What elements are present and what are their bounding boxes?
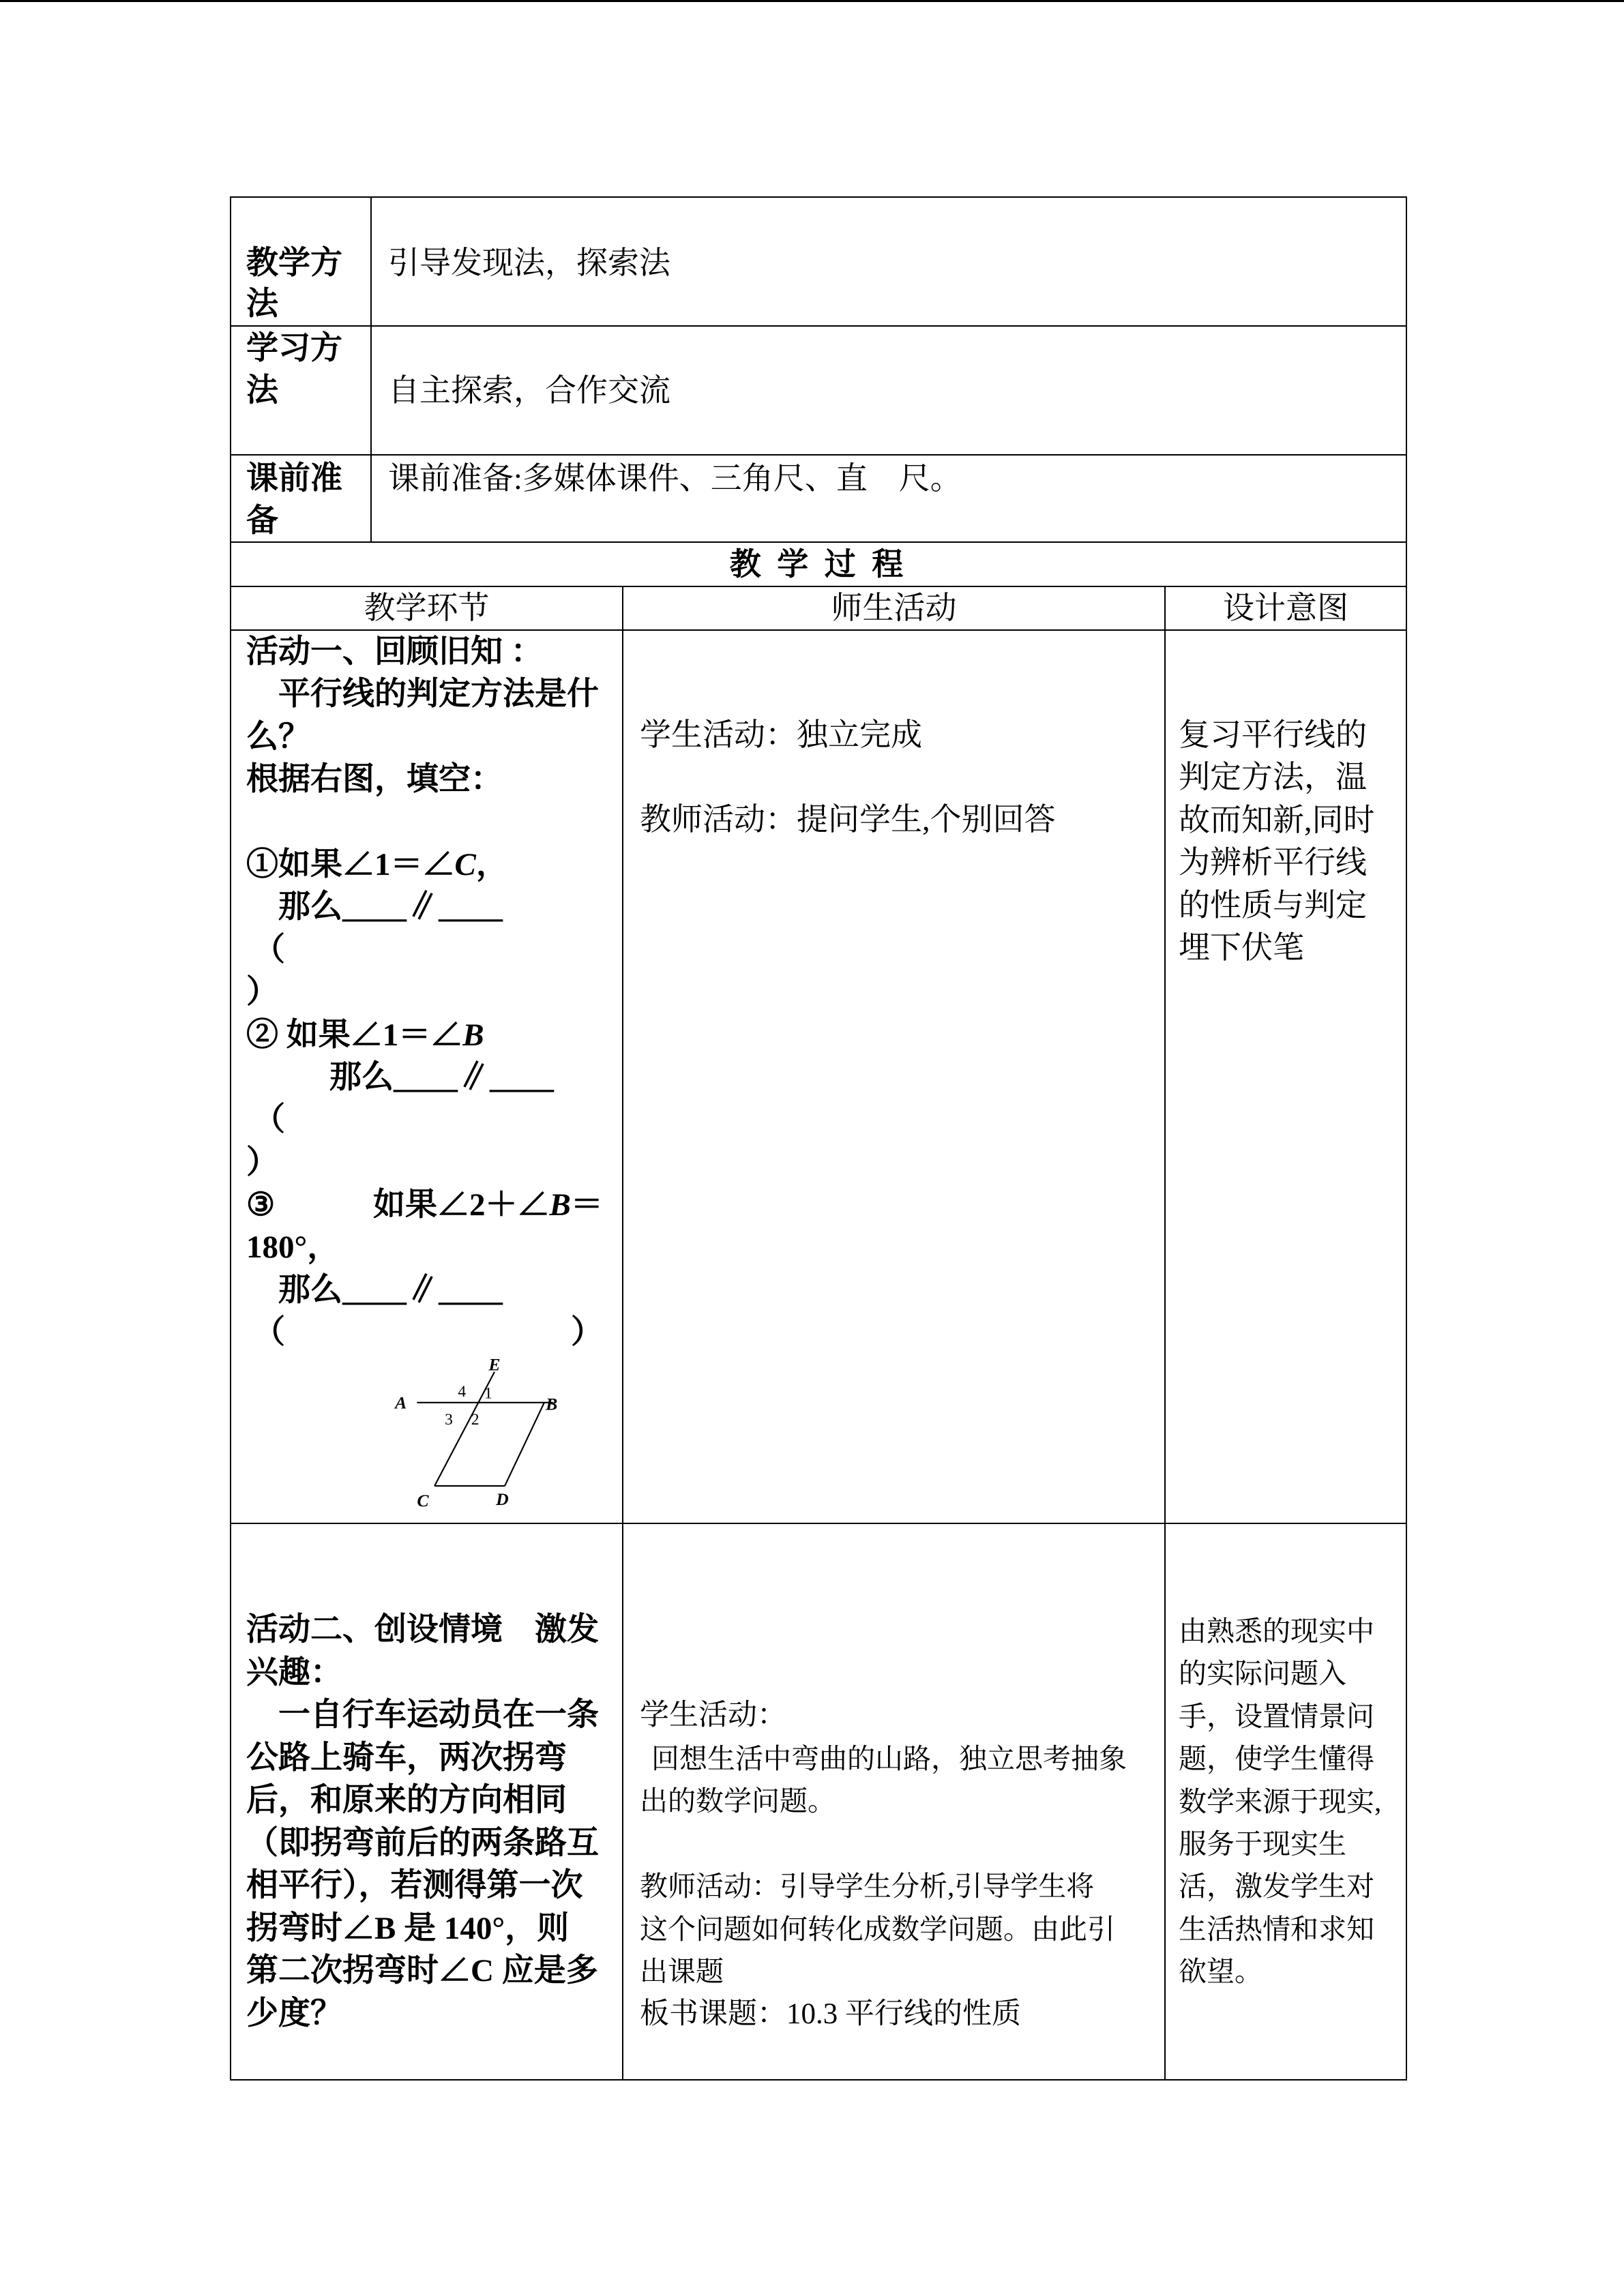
point-c-label: C	[417, 1491, 429, 1511]
question-line: 么？	[246, 719, 310, 755]
reason-open: （	[253, 931, 285, 968]
teacher-activity-line: 出课题	[640, 1956, 724, 1987]
process-title: 教 学 过 程	[729, 547, 908, 582]
angle-4-label: 4	[458, 1383, 467, 1401]
problem-line: 后，和原来的方向相同	[246, 1783, 567, 1818]
fill-item-2	[246, 1014, 599, 1056]
intent-line: 埋下伏笔	[1179, 929, 1304, 965]
item-text: ，	[475, 846, 508, 882]
problem-line: （即拐弯前后的两条路互	[246, 1825, 599, 1861]
item-variable: B	[549, 1187, 571, 1223]
teaching-method-label	[246, 243, 342, 325]
point-a-label: A	[395, 1392, 407, 1413]
problem-line: 少度？	[246, 1995, 342, 2031]
item-variable: B	[462, 1017, 484, 1053]
intent-line: 欲望。	[1179, 1956, 1263, 1988]
activity2-title-cont: 兴趣：	[246, 1654, 342, 1690]
item-number: ③	[246, 1187, 276, 1223]
lesson-plan-table	[230, 196, 1407, 2081]
question-line: 平行线的判定方法是什	[278, 676, 599, 713]
header-activities-cell	[622, 586, 1164, 629]
intent-line: 题，使学生懂得	[1179, 1743, 1374, 1775]
activity1-stage-cell	[230, 629, 622, 1523]
label-line: 备	[246, 503, 278, 539]
board-title: 板书课题：10.3 平行线的性质	[640, 1997, 1021, 2030]
activity2-stage-cell	[230, 1523, 622, 2079]
label-line: 学习方	[246, 331, 342, 366]
activity1-title: 活动一、回顾旧知 ：	[246, 634, 543, 670]
intent-line: 服务于现实生	[1179, 1828, 1346, 1860]
preparation-value-cell	[370, 454, 1406, 541]
item-text: ② 如果∠1＝∠	[246, 1017, 463, 1053]
learning-method-label	[246, 327, 342, 412]
angle-3-label: 3	[445, 1410, 453, 1429]
fill-item-2-answer: 那么____∥____	[329, 1059, 554, 1095]
item-text: ＝	[570, 1187, 603, 1223]
process-title-cell	[230, 541, 1406, 586]
intent-line: 复习平行线的	[1179, 717, 1367, 752]
reason-close: ）	[246, 974, 278, 1011]
angle-1-label: 1	[484, 1384, 492, 1403]
header-stage: 教学环节	[364, 591, 490, 625]
reason-open: （	[253, 1315, 285, 1351]
teaching-method-label-cell	[230, 196, 370, 325]
blank-line	[640, 1823, 1127, 1866]
preparation-label-cell	[230, 454, 370, 541]
intent-line: 为辨析平行线	[1179, 845, 1367, 880]
item-text: ①如果∠1＝∠	[246, 846, 455, 882]
intent-line: 的实际问题入	[1179, 1658, 1346, 1690]
student-activity-line: 出的数学问题。	[640, 1785, 836, 1817]
teaching-method-value	[388, 243, 670, 284]
activity1-activities-cell	[622, 629, 1164, 1523]
intent-line: 判定方法，温	[1179, 760, 1367, 795]
intent-line: 故而知新,同时	[1179, 802, 1375, 837]
value-line: 课前准备:多媒体课件、三角尺、直 尺。	[388, 461, 962, 496]
instruction: 根据右图，填空：	[246, 762, 503, 798]
reason-close: ）	[246, 1144, 278, 1180]
preparation-label	[246, 458, 342, 542]
header-activities: 师生活动	[831, 591, 957, 625]
teacher-activity-line: 教师活动：引导学生分析,引导学生将	[640, 1870, 1095, 1902]
teacher-activity: 教师活动：提问学生,个别回答	[640, 802, 1056, 837]
activity1-intent-cell	[1164, 629, 1406, 1523]
activity2-activities-text	[640, 1695, 1127, 2036]
line-db	[505, 1403, 544, 1486]
intent-line: 数学来源于现实,	[1179, 1785, 1382, 1817]
problem-line: 第二次拐弯时∠C 应是多	[246, 1953, 598, 1988]
activity2-intent-cell	[1164, 1523, 1406, 2079]
label-line: 教学方	[246, 245, 342, 281]
activity1-activities-text	[640, 714, 1056, 841]
blank-line	[246, 801, 599, 844]
intent-line: 手，设置情景问	[1179, 1700, 1374, 1732]
student-activity-line: 回想生活中弯曲的山路，独立思考抽象	[651, 1742, 1127, 1774]
activity2-title: 活动二、创设情境 激发	[246, 1612, 599, 1648]
problem-line: 拐弯时∠B 是 140°，则	[246, 1910, 570, 1946]
fill-item-3-answer: 那么____∥____	[278, 1272, 503, 1308]
activity2-intent-text	[1179, 1610, 1381, 1993]
header-intent: 设计意图	[1223, 591, 1348, 625]
reason-close: ）	[571, 1315, 603, 1351]
item-variable: C	[454, 846, 476, 882]
item-condition	[373, 1184, 603, 1226]
page-top-rule	[0, 0, 1624, 2]
item-text: 如果∠2＋∠	[373, 1187, 550, 1223]
teacher-activity-line: 这个问题如何转化成数学问题。由此引	[640, 1913, 1115, 1945]
header-intent-cell	[1164, 586, 1406, 629]
intent-line: 活，激发学生对	[1179, 1870, 1374, 1903]
problem-line: 公路上骑车，两次拐弯	[246, 1740, 567, 1776]
header-stage-cell	[230, 586, 622, 629]
parallel-lines-figure	[373, 1347, 585, 1523]
activity1-intent-text	[1179, 714, 1375, 969]
value-line: 引导发现法，探索法	[388, 245, 670, 280]
problem-line: 一自行车运动员在一条	[278, 1697, 599, 1733]
activity1-stage-text	[246, 631, 603, 1354]
reason-open: （	[253, 1102, 285, 1138]
point-e-label: E	[488, 1354, 501, 1375]
blank-line	[640, 756, 1056, 799]
activity2-activities-cell	[622, 1523, 1164, 2079]
fill-item-3	[246, 1184, 603, 1226]
student-activity: 学生活动：独立完成	[640, 717, 922, 752]
preparation-value	[388, 458, 962, 500]
learning-method-label-cell	[230, 325, 370, 454]
point-b-label: B	[546, 1394, 558, 1414]
angle-2-label: 2	[471, 1410, 479, 1429]
intent-line: 的性质与判定	[1179, 887, 1367, 923]
learning-method-value	[388, 370, 670, 412]
label-line: 法	[246, 286, 278, 322]
learning-method-value-cell	[370, 325, 1406, 454]
point-d-label: D	[496, 1489, 509, 1509]
intent-line: 由熟悉的现实中	[1179, 1615, 1374, 1647]
activity2-stage-text	[246, 1609, 599, 2035]
intent-line: 生活热情和求知	[1179, 1913, 1374, 1945]
problem-line: 相平行），若测得第一次	[246, 1868, 583, 1903]
fill-item-3-continued: 180°，	[246, 1229, 340, 1266]
teaching-method-value-cell	[370, 196, 1406, 325]
fill-item-1-answer: 那么____∥____	[278, 889, 503, 925]
label-line: 法	[246, 373, 278, 408]
value-line: 自主探索，合作交流	[388, 373, 670, 408]
student-activity-label: 学生活动：	[640, 1699, 786, 1731]
label-line: 课前准	[246, 461, 342, 496]
fill-item-1	[246, 844, 599, 886]
